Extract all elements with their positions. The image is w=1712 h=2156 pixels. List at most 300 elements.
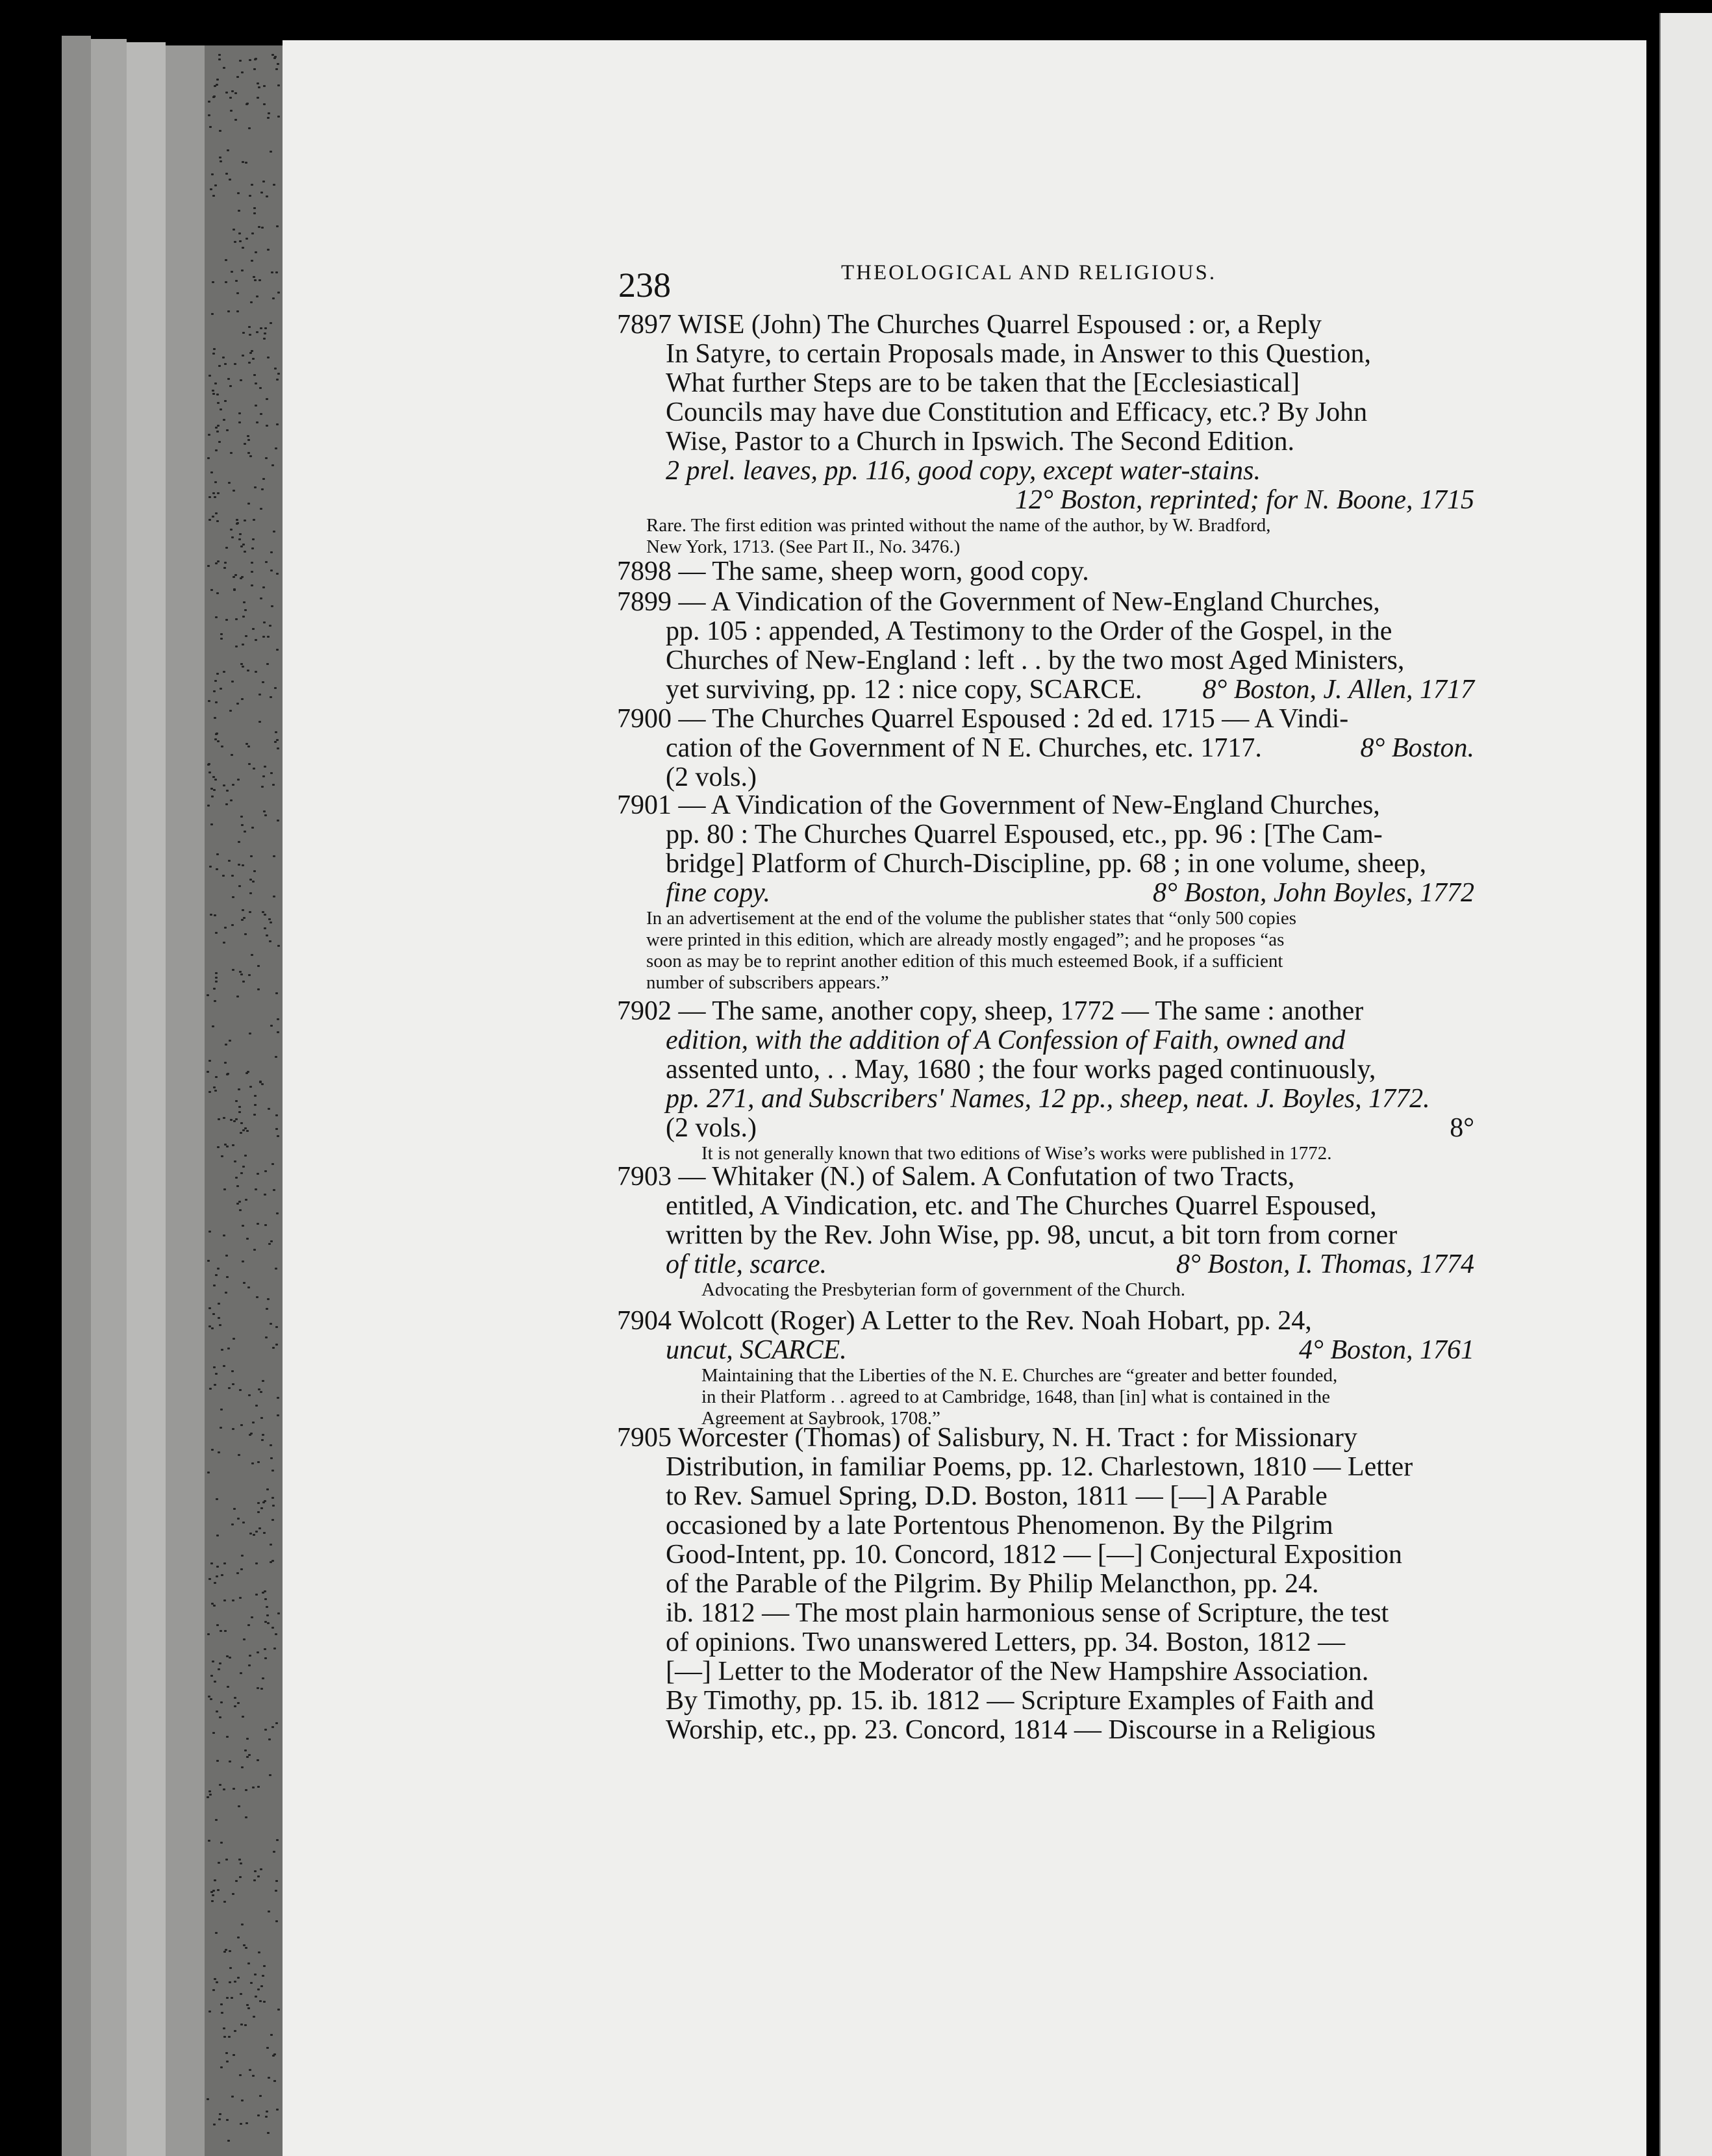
edge-speck bbox=[233, 1788, 235, 1790]
edge-speck bbox=[234, 241, 236, 243]
edge-speck bbox=[214, 1978, 216, 1980]
edge-speck bbox=[270, 772, 273, 774]
edge-speck bbox=[260, 413, 262, 415]
edge-speck bbox=[260, 508, 262, 510]
edge-speck bbox=[273, 1189, 275, 1191]
edge-speck bbox=[261, 488, 264, 490]
edge-speck bbox=[275, 1128, 278, 1130]
edge-speck bbox=[236, 76, 239, 78]
edge-speck bbox=[220, 633, 223, 635]
edge-speck bbox=[277, 1018, 279, 1020]
edge-speck bbox=[208, 1091, 211, 1093]
edge-speck bbox=[222, 357, 225, 358]
edge-speck bbox=[207, 1796, 209, 1798]
edge-speck bbox=[234, 2030, 236, 2032]
edge-speck bbox=[265, 2116, 268, 2118]
edge-speck bbox=[276, 225, 279, 227]
edge-speck bbox=[217, 402, 220, 404]
edge-speck bbox=[267, 1298, 270, 1300]
edge-speck bbox=[231, 681, 234, 683]
edge-speck bbox=[208, 700, 210, 702]
edge-speck bbox=[207, 1260, 210, 1262]
edge-speck bbox=[252, 358, 255, 360]
entry-imprint: 8° Boston. bbox=[1360, 733, 1474, 763]
edge-speck bbox=[258, 694, 261, 696]
edge-speck bbox=[270, 151, 272, 153]
edge-speck bbox=[245, 1816, 247, 1818]
edge-speck bbox=[234, 1160, 236, 1162]
entry-note: In an advertisement at the end of the volume the publisher states that “only 500 copies bbox=[646, 908, 1297, 929]
edge-speck bbox=[242, 616, 245, 618]
edge-speck bbox=[270, 921, 272, 923]
edge-speck bbox=[234, 119, 237, 121]
edge-speck bbox=[275, 271, 278, 273]
edge-speck bbox=[257, 1461, 260, 1463]
edge-speck bbox=[216, 1624, 219, 1626]
edge-speck bbox=[228, 860, 231, 862]
edge-speck bbox=[257, 1786, 260, 1788]
edge-speck bbox=[270, 696, 272, 698]
entry-line: 7898 — The same, sheep worn, good copy. bbox=[617, 557, 1089, 586]
edge-speck bbox=[259, 1081, 262, 1083]
edge-speck bbox=[216, 853, 219, 855]
entry-note: number of subscribers appears.” bbox=[646, 972, 889, 993]
edge-speck bbox=[251, 184, 253, 186]
edge-speck bbox=[214, 717, 216, 719]
edge-speck bbox=[245, 1789, 247, 1791]
edge-speck bbox=[217, 425, 220, 427]
edge-speck bbox=[273, 531, 275, 533]
edge-speck bbox=[216, 1535, 219, 1536]
edge-speck bbox=[241, 71, 244, 73]
edge-speck bbox=[251, 1616, 253, 1618]
catalog-entry bbox=[617, 1162, 1474, 1301]
entry-line: 7899 — A Vindication of the Government of New-England Churches, bbox=[617, 587, 1380, 617]
entry-line: 7901 — A Vindication of the Government of New-England Churches, bbox=[617, 790, 1380, 820]
edge-speck bbox=[258, 279, 261, 281]
edge-speck bbox=[264, 927, 266, 929]
edge-speck bbox=[271, 1519, 274, 1521]
edge-speck bbox=[273, 855, 275, 857]
edge-speck bbox=[215, 932, 218, 934]
edge-speck bbox=[208, 519, 211, 521]
edge-speck bbox=[238, 1859, 241, 1861]
edge-speck bbox=[273, 184, 275, 186]
edge-speck bbox=[242, 1716, 244, 1718]
edge-speck bbox=[231, 1523, 234, 1525]
edge-speck bbox=[256, 1296, 258, 1298]
entry-number: 7898 bbox=[617, 557, 672, 586]
edge-speck bbox=[213, 2124, 216, 2125]
edge-speck bbox=[271, 1560, 274, 1562]
entry-line: fine copy. 8° Boston, John Boyles, 1772 bbox=[666, 878, 1474, 908]
edge-speck bbox=[218, 1303, 220, 1305]
edge-speck bbox=[240, 545, 243, 547]
edge-speck bbox=[216, 1760, 219, 1762]
edge-speck bbox=[253, 768, 255, 770]
edge-speck bbox=[248, 127, 251, 129]
edge-speck bbox=[272, 784, 275, 786]
edge-speck bbox=[258, 226, 260, 228]
edge-speck bbox=[264, 814, 267, 816]
edge-speck bbox=[263, 1532, 266, 1534]
entry-note: It is not generally known that two editions of Wise’s works were published in 1772. bbox=[701, 1143, 1332, 1164]
entry-line: 7905 Worcester (Thomas) of Salisbury, N. H. Tract : for Missionary bbox=[617, 1423, 1357, 1453]
edge-speck bbox=[220, 2066, 223, 2068]
edge-speck bbox=[275, 1890, 277, 1892]
edge-speck bbox=[254, 1095, 257, 1097]
edge-speck bbox=[224, 927, 227, 929]
edge-speck bbox=[251, 1462, 254, 1464]
edge-speck bbox=[218, 2118, 221, 2120]
edge-speck bbox=[217, 560, 220, 562]
edge-speck bbox=[248, 763, 251, 765]
edge-speck bbox=[212, 1313, 215, 1315]
edge-speck bbox=[207, 457, 210, 459]
edge-speck bbox=[275, 731, 277, 733]
edge-speck bbox=[239, 1209, 242, 1211]
edge-speck bbox=[229, 1950, 231, 1952]
edge-speck bbox=[234, 92, 237, 94]
edge-speck bbox=[212, 1025, 214, 1027]
edge-speck bbox=[277, 292, 280, 294]
edge-speck bbox=[227, 310, 230, 312]
edge-speck bbox=[216, 733, 218, 734]
edge-speck bbox=[263, 85, 266, 87]
edge-speck bbox=[255, 1531, 258, 1533]
edge-speck bbox=[249, 911, 251, 913]
edge-speck bbox=[237, 1937, 240, 1938]
edge-speck bbox=[214, 738, 217, 740]
edge-speck bbox=[276, 739, 279, 741]
catalog-entry bbox=[617, 1307, 1474, 1429]
edge-speck bbox=[226, 2061, 229, 2062]
edge-speck bbox=[239, 533, 242, 535]
edge-speck bbox=[253, 1114, 256, 1116]
entry-line: Good-Intent, pp. 10. Concord, 1812 — [—] Conjectural Exposition bbox=[666, 1540, 1402, 1570]
edge-speck bbox=[268, 1243, 271, 1245]
edge-speck bbox=[264, 1590, 266, 1592]
edge-speck bbox=[253, 2016, 255, 2018]
edge-speck bbox=[225, 1044, 227, 1046]
edge-speck bbox=[270, 1444, 272, 1446]
page-edge-stack bbox=[127, 42, 166, 2156]
edge-speck bbox=[211, 1603, 214, 1605]
edge-speck bbox=[230, 452, 233, 454]
edge-speck bbox=[215, 1274, 218, 1276]
edge-speck bbox=[255, 1594, 258, 1596]
edge-speck bbox=[258, 1388, 260, 1390]
edge-speck bbox=[240, 1993, 242, 1995]
edge-speck bbox=[267, 2132, 270, 2134]
edge-speck bbox=[254, 1870, 257, 1872]
edge-speck bbox=[247, 1286, 250, 1288]
entry-number: 7905 bbox=[617, 1423, 672, 1453]
edge-speck bbox=[277, 1135, 279, 1137]
entry-line: 7900 — The Churches Quarrel Espoused : 2d ed. 1715 — A Vindi- bbox=[617, 704, 1349, 734]
edge-speck bbox=[260, 1688, 263, 1690]
edge-speck bbox=[213, 1086, 216, 1088]
entry-line: uncut, SCARCE. 4° Boston, 1761 bbox=[666, 1335, 1474, 1365]
edge-speck bbox=[232, 1428, 234, 1430]
edge-speck bbox=[275, 1722, 278, 1724]
edge-speck bbox=[215, 701, 218, 703]
edge-speck bbox=[214, 184, 217, 186]
edge-speck bbox=[229, 179, 231, 181]
edge-speck bbox=[223, 1235, 225, 1236]
edge-speck bbox=[251, 350, 253, 352]
edge-speck bbox=[216, 592, 219, 594]
edge-speck bbox=[220, 2003, 223, 2005]
edge-speck bbox=[269, 1774, 271, 1776]
edge-speck bbox=[243, 601, 245, 603]
edge-speck bbox=[229, 1657, 231, 1659]
edge-speck bbox=[215, 427, 218, 429]
edge-speck bbox=[273, 1648, 276, 1649]
edge-speck bbox=[210, 589, 213, 591]
edge-speck bbox=[225, 547, 228, 549]
edge-speck bbox=[208, 763, 210, 765]
edge-speck bbox=[234, 363, 236, 365]
edge-speck bbox=[211, 796, 214, 797]
edge-speck bbox=[276, 573, 279, 575]
entry-note: Advocating the Presbyterian form of government of the Church. bbox=[701, 1279, 1185, 1300]
edge-speck bbox=[244, 831, 246, 833]
edge-speck bbox=[248, 1394, 251, 1396]
edge-speck bbox=[240, 1172, 243, 1174]
edge-speck bbox=[255, 671, 257, 673]
edge-speck bbox=[232, 1893, 234, 1895]
edge-speck bbox=[238, 1111, 241, 1113]
edge-speck bbox=[208, 2011, 211, 2012]
entry-line: Worship, etc., pp. 23. Concord, 1814 — Discourse in a Religious bbox=[666, 1715, 1376, 1745]
edge-speck bbox=[216, 520, 219, 522]
edge-speck bbox=[277, 747, 279, 749]
entry-note: Agreement at Saybrook, 1708.” bbox=[701, 1408, 941, 1429]
edge-speck bbox=[219, 1324, 221, 1326]
edge-speck bbox=[223, 2036, 226, 2038]
edge-speck bbox=[207, 2098, 209, 2100]
edge-speck bbox=[215, 616, 218, 618]
edge-speck bbox=[213, 95, 216, 97]
edge-speck bbox=[261, 1439, 264, 1441]
edge-speck bbox=[232, 784, 234, 786]
edge-speck bbox=[244, 1749, 247, 1751]
edge-speck bbox=[253, 870, 256, 872]
edge-speck bbox=[254, 279, 257, 281]
edge-speck bbox=[251, 571, 253, 573]
edge-speck bbox=[221, 2012, 223, 2014]
edge-speck bbox=[233, 1508, 236, 1510]
edge-speck bbox=[212, 1989, 215, 1991]
edge-speck bbox=[260, 1985, 263, 1987]
edge-speck bbox=[214, 382, 217, 384]
edge-speck bbox=[277, 2009, 280, 2011]
edge-speck bbox=[247, 1624, 250, 1626]
entry-line: assented unto, . . May, 1680 ; the four works paged continuously, bbox=[666, 1055, 1376, 1084]
edge-speck bbox=[246, 1130, 249, 1132]
edge-speck bbox=[225, 1859, 228, 1861]
edge-speck bbox=[229, 1981, 231, 1983]
edge-speck bbox=[260, 192, 263, 194]
edge-speck bbox=[277, 820, 279, 821]
edge-speck bbox=[231, 2096, 234, 2098]
edge-speck bbox=[270, 551, 273, 553]
edge-speck bbox=[238, 210, 240, 212]
edge-speck bbox=[216, 868, 218, 870]
edge-speck bbox=[241, 1924, 244, 1925]
edge-speck bbox=[208, 1790, 211, 1792]
edge-speck bbox=[274, 741, 277, 743]
edge-speck bbox=[250, 301, 253, 303]
edge-speck bbox=[223, 942, 225, 944]
edge-speck bbox=[275, 68, 278, 70]
edge-speck bbox=[238, 864, 240, 866]
edge-speck bbox=[231, 875, 234, 877]
edge-speck bbox=[262, 1592, 264, 1594]
entry-line: ib. 1812 — The most plain harmonious sense of Scripture, the test bbox=[666, 1598, 1389, 1628]
entry-note: Rare. The first edition was printed without the name of the author, by W. Bradford, bbox=[646, 515, 1271, 536]
edge-speck bbox=[231, 754, 233, 756]
edge-speck bbox=[217, 1268, 220, 1270]
edge-speck bbox=[233, 2054, 235, 2056]
edge-speck bbox=[218, 58, 221, 60]
edge-speck bbox=[256, 295, 258, 297]
edge-speck bbox=[219, 1784, 221, 1786]
edge-speck bbox=[257, 988, 260, 990]
edge-speck bbox=[277, 1031, 279, 1033]
edge-speck bbox=[270, 1323, 272, 1325]
edge-speck bbox=[261, 1083, 264, 1085]
edge-speck bbox=[222, 875, 225, 877]
edge-speck bbox=[219, 1662, 221, 1664]
edge-speck bbox=[215, 1932, 218, 1934]
entry-imprint: 8° Boston, John Boyles, 1772 bbox=[1152, 878, 1474, 908]
edge-speck bbox=[230, 799, 233, 801]
edge-speck bbox=[231, 1370, 234, 1372]
entry-line: 2 prel. leaves, pp. 116, good copy, except water-stains. bbox=[666, 456, 1261, 486]
edge-speck bbox=[271, 605, 273, 607]
entry-line: (2 vols.) 8° bbox=[666, 1113, 1474, 1143]
edge-speck bbox=[262, 1380, 264, 1382]
edge-speck bbox=[263, 2001, 266, 2003]
edge-speck bbox=[216, 79, 219, 81]
edge-speck bbox=[242, 1522, 245, 1523]
edge-speck bbox=[234, 1697, 236, 1699]
edge-speck bbox=[268, 112, 270, 114]
edge-speck bbox=[220, 1701, 223, 1703]
edge-speck bbox=[248, 362, 251, 364]
edge-speck bbox=[215, 562, 218, 564]
edge-speck bbox=[214, 1000, 216, 1002]
edge-speck bbox=[223, 784, 225, 786]
edge-speck bbox=[242, 247, 244, 249]
edge-speck bbox=[275, 1326, 278, 1328]
edge-speck bbox=[249, 1655, 251, 1657]
edge-speck bbox=[244, 520, 246, 521]
edge-speck bbox=[249, 334, 251, 336]
edge-speck bbox=[227, 1686, 229, 1688]
edge-speck bbox=[251, 547, 254, 549]
edge-speck bbox=[238, 1805, 240, 1807]
catalog-entry bbox=[617, 791, 1474, 994]
edge-speck bbox=[220, 408, 222, 410]
edge-speck bbox=[254, 486, 257, 488]
edge-speck bbox=[208, 434, 210, 436]
edge-speck bbox=[232, 1144, 234, 1146]
entry-line: In Satyre, to certain Proposals made, in Answer to this Question, bbox=[666, 339, 1371, 369]
edge-speck bbox=[209, 866, 212, 868]
edge-speck bbox=[256, 421, 258, 423]
edge-speck bbox=[257, 2114, 260, 2116]
edge-speck bbox=[270, 1561, 272, 1563]
entry-line: 7903 — Whitaker (N.) of Salem. A Confutation of two Tracts, bbox=[617, 1162, 1295, 1192]
edge-speck bbox=[212, 353, 215, 355]
edge-speck bbox=[252, 881, 255, 883]
edge-speck bbox=[218, 54, 221, 56]
edge-speck bbox=[223, 567, 226, 569]
entry-line: edition, with the addition of A Confession of Faith, owned and bbox=[666, 1025, 1346, 1055]
edge-speck bbox=[255, 1996, 257, 1998]
edge-speck bbox=[210, 788, 213, 790]
edge-speck bbox=[246, 2004, 249, 2006]
edge-speck bbox=[229, 710, 232, 712]
edge-speck bbox=[239, 2074, 242, 2076]
edge-speck bbox=[237, 779, 240, 781]
edge-speck bbox=[236, 703, 239, 705]
entry-line: entitled, A Vindication, etc. and The Churches Quarrel Espoused, bbox=[666, 1191, 1377, 1221]
edge-speck bbox=[266, 1614, 269, 1616]
edge-speck bbox=[212, 390, 214, 392]
edge-speck bbox=[258, 1527, 261, 1529]
edge-speck bbox=[274, 368, 277, 370]
edge-speck bbox=[223, 1365, 225, 1367]
edge-speck bbox=[210, 1562, 213, 1564]
entry-line: cation of the Government of N E. Churches, etc. 1717. 8° Boston. bbox=[666, 733, 1474, 763]
edge-speck bbox=[216, 1981, 218, 1983]
entry-number: 7903 bbox=[617, 1162, 672, 1192]
edge-speck bbox=[224, 562, 227, 564]
edge-speck bbox=[226, 2119, 229, 2121]
edge-speck bbox=[207, 805, 210, 807]
edge-speck bbox=[266, 195, 268, 197]
edge-speck bbox=[262, 911, 264, 913]
edge-speck bbox=[236, 996, 239, 997]
edge-speck bbox=[255, 1405, 258, 1407]
entry-imprint: 8° Boston, I. Thomas, 1774 bbox=[1176, 1249, 1474, 1279]
edge-speck bbox=[246, 1238, 249, 1240]
entry-note: in their Platform . . agreed to at Cambridge, 1648, than [in] what is contained in the bbox=[701, 1386, 1331, 1407]
edge-speck bbox=[275, 1880, 278, 1882]
edge-speck bbox=[217, 740, 220, 742]
edge-speck bbox=[223, 1951, 226, 1953]
edge-speck bbox=[270, 322, 272, 324]
edge-speck bbox=[240, 1862, 242, 1864]
edge-speck bbox=[262, 775, 265, 777]
entry-line: yet surviving, pp. 12 : nice copy, SCARCE. 8° Boston, J. Allen, 1717 bbox=[666, 675, 1474, 705]
edge-speck bbox=[250, 1982, 253, 1984]
edge-speck bbox=[250, 1433, 253, 1435]
edge-speck bbox=[273, 57, 276, 59]
edge-speck bbox=[220, 638, 223, 640]
entry-number: 7900 bbox=[617, 704, 672, 734]
edge-speck bbox=[207, 1071, 209, 1073]
edge-speck bbox=[213, 1366, 216, 1368]
edge-speck bbox=[277, 373, 280, 375]
edge-speck bbox=[244, 443, 246, 445]
edge-speck bbox=[259, 387, 262, 389]
edge-speck bbox=[251, 260, 253, 262]
